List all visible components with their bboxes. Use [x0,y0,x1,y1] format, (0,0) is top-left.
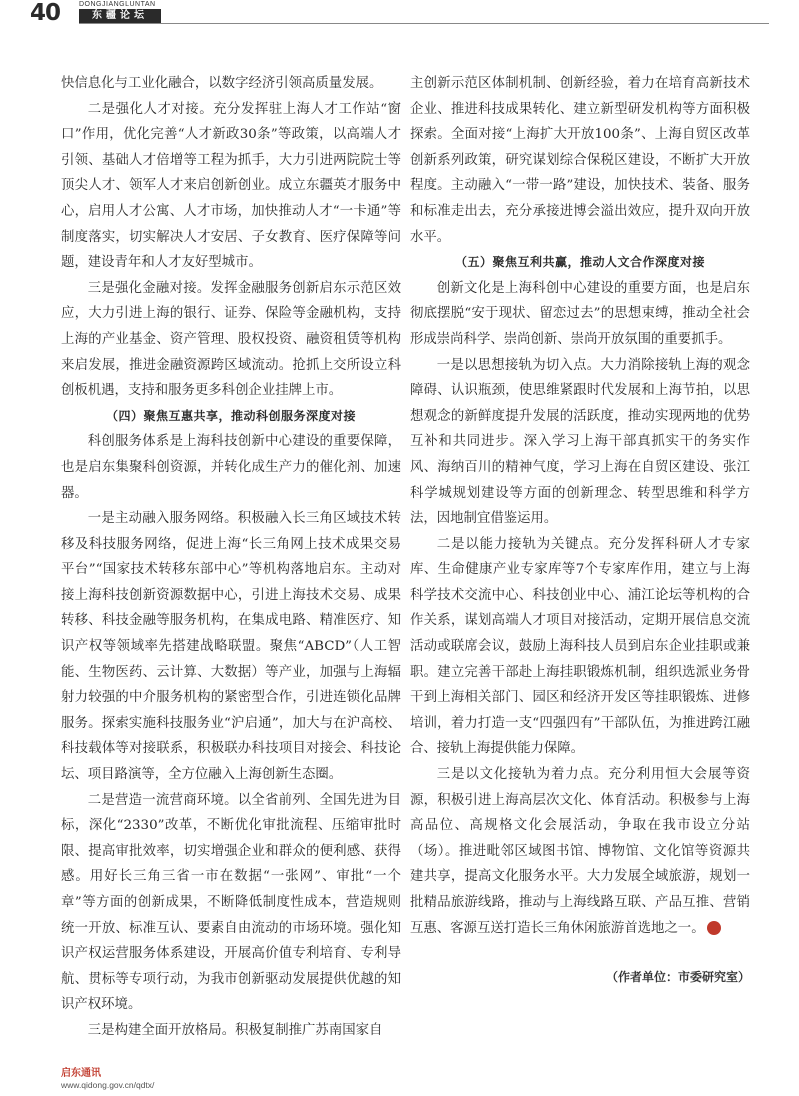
paragraph-text: 三是以文化接轨为着力点。充分利用恒大会展等资源，积极引进上海高层次文化、体育活动。积极参与上海高品位、高规格文化会展活动，争取在我市设立分站（场）。推进毗邻区域图书馆、博物馆、文化馆等资源共建共享，提高文化服务水平。大力发展全域旅游，规划一批精品旅游线路，推动与上海线路互联、产品互推、营销互惠、客源互送打造长三角休闲旅游首选地之一。 [410,767,750,936]
page-header [0,0,799,26]
paragraph [410,762,750,941]
right-column [410,71,750,941]
paragraph [61,1018,401,1044]
section-heading [61,404,401,430]
paragraph-text: 三是强化金融对接。发挥金融服务创新启东示范区效应，大力引进上海的银行、证券、保险等金融机构，支持上海的产业基金、资产管理、股权投资、融资租赁等机构来启发展，推进金融资源跨区域流动。抢抓上交所设立科创板机遇，支持和服务更多科创企业挂牌上市。 [61,280,401,399]
paragraph [410,353,750,532]
paragraph-text: 一是主动融入服务网络。积极融入长三角区域技术转移及科技服务网络，促进上海“长三角网上技术成果交易平台”“国家技术转移东部中心”等机构落地启东。主动对接上海科技创新资源数据中心，引进上海技术交易、成果转移、科技金融等服务机构，在集成电路、精准医疗、知识产权等领域率先搭建战略联盟。聚焦“ABCD”（人工智能、生物医药、云计算、大数据）等产业，加强与上海辐射力较强的中介服务机构的紧密型合作，引进连锁化品牌服务。探索实施科技服务业“沪启通”，加大与在沪高校、科技载体等对接联系，积极联办科技项目对接会、科技论坛、项目路演等，全方位融入上海创新生态圈。 [61,511,401,783]
paragraph [61,97,401,276]
paragraph [410,71,750,250]
paragraph [61,506,401,788]
footer-title: 启东通讯 [61,1068,101,1079]
paragraph-text: 一是以思想接轨为切入点。大力消除接轨上海的观念障碍、认识瓶颈，使思维紧跟时代发展和上海节拍，以思想观念的新鲜度提升发展的活跃度，推动实现两地的优势互补和共同进步。深入学习上海干部真抓实干的务实作风、海纳百川的精神气度，学习上海在自贸区建设、张江科学城规划建设等方面的创新理念、转型思维和科学方法，因地制宜借鉴运用。 [410,357,750,527]
paragraph-text: （五）聚焦互利共赢，推动人文合作深度对接 [454,255,705,270]
paragraph-text: 二是强化人才对接。充分发挥驻上海人才工作站“窗口”作用，优化完善“人才新政30条”等政策，以高端人才引领、基础人才倍增等工程为抓手，大力引进两院院士等顶尖人才、领军人才来启创新创业。成立东疆英才服务中心，启用人才公寓、人才市场，加快推动人才“一卡通”等制度落实，切实解决人才安居、子女教育、医疗保障等问题，建设青年和人才友好型城市。 [61,101,401,271]
author-affiliation: （作者单位：市委研究室） [605,970,750,984]
paragraph [61,71,401,97]
paragraph [410,532,750,762]
section-title: 东疆论坛 [79,9,161,23]
paragraph-text: 二是营造一流营商环境。以全省前列、全国先进为目标，深化“2330”改革，不断优化审批流程、压缩审批时限、提高审批效率，切实增强企业和群众的便利感、获得感。用好长三角三省一市在数据“一张网”、审批“一个章”等方面的创新成果，不断降低制度性成本，营造规则统一开放、标准互认、要素自由流动的市场环境。强化知识产权运营服务体系建设，开展高价值专利培育、专利导航、贯标等专项行动，为我市创新驱动发展提供优越的知识产权环境。 [61,792,401,1013]
paragraph-text: 二是以能力接轨为关键点。充分发挥科研人才专家库、生命健康产业专家库等7个专家库作用，建立与上海科学技术交流中心、科技创业中心、浦江论坛等机构的合作关系，谋划高端人才项目对接活动，定期开展信息交流活动或联席会议，鼓励上海科技人员到启东企业挂职或兼职。建立完善干部赴上海挂职锻炼机制，组织选派业务骨干到上海相关部门、园区和经济开发区等挂职锻炼、进修培训，着力打造一支“四强四有”干部队伍，为推进跨江融合、接轨上海提供能力保障。 [410,536,750,757]
paragraph-text: 科创服务体系是上海科技创新中心建设的重要保障，也是启东集聚科创资源，并转化成生产力的催化剂、加速器。 [61,434,401,501]
left-column [61,71,401,1044]
paragraph-text: 主创新示范区体制机制、创新经验，着力在培育高新技术企业、推进科技成果转化、建立新型研发机构等方面积极探索。全面对接“上海扩大开放100条”、上海自贸区改革创新系列政策，研究谋划综合保税区建设，不断扩大开放程度。主动融入“一带一路”建设，加快技术、装备、服务和标准走出去，充分承接进博会溢出效应，提升双向开放水平。 [410,76,750,245]
paragraph [61,788,401,1018]
header-divider [79,23,769,24]
section-heading [410,250,750,276]
paragraph [61,276,401,404]
paragraph-text: 创新文化是上海科创中心建设的重要方面，也是启东彻底摆脱“安于现状、留恋过去”的思想束缚，推动全社会形成崇尚科学、崇尚创新、崇尚开放氛围的重要抓手。 [410,280,750,347]
footer-url[interactable]: www.qidong.gov.cn/qdtx/ [61,1080,155,1090]
paragraph-text: 三是构建全面开放格局。积极复制推广苏南国家自 [87,1022,383,1038]
paragraph-text: （四）聚焦互惠共享，推动科创服务深度对接 [105,408,356,423]
page-number: 40 [30,0,61,26]
section-pinyin: DONGJIANGLUNTAN [79,1,156,8]
paragraph-text: 快信息化与工业化融合，以数字经济引领高质量发展。 [61,76,383,91]
end-mark-icon: 启 [707,921,721,935]
paragraph [410,276,750,353]
paragraph [61,429,401,506]
